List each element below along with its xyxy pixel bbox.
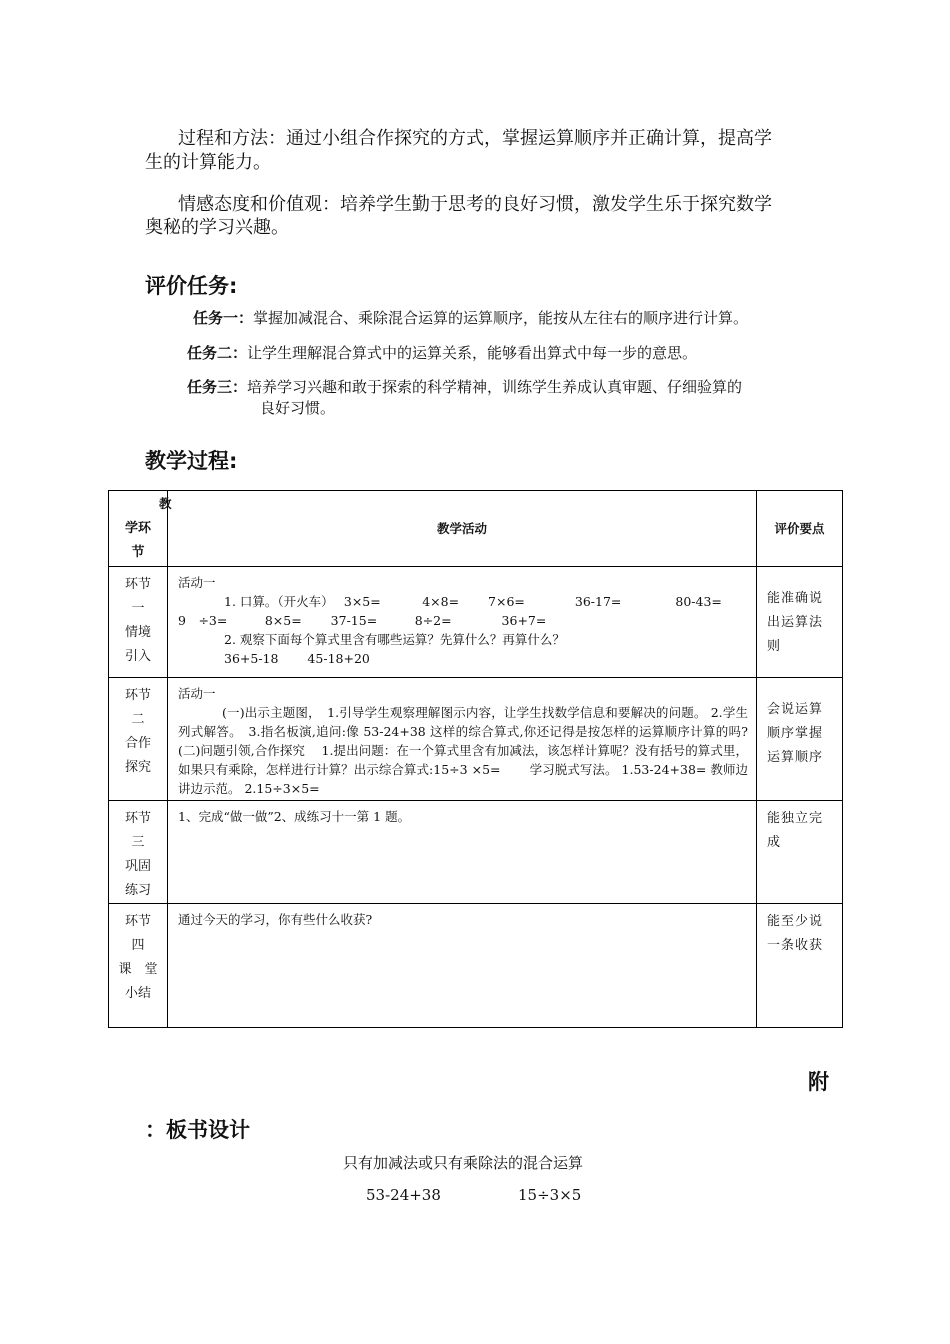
stage-cell [109, 801, 168, 904]
activity-cell [168, 567, 757, 678]
board-design-heading: ：板书设计 [145, 1118, 250, 1142]
task-two-text: 让学生理解混合算式中的运算关系，能够看出算式中每一步的意思。 [247, 344, 698, 362]
task-one-label: 任务一： [193, 309, 254, 327]
activity-title: 活动一 [178, 686, 216, 701]
header-stage-line2: 学环 [124, 521, 151, 536]
stage-line: 环节 [124, 914, 151, 929]
evaluation-heading: 评价任务: [145, 274, 238, 298]
activity-title: 活动一 [178, 575, 216, 590]
header-stage-line3: 节 [131, 545, 145, 560]
eval-cell: 会说运算顺序掌握运算顺序 [757, 678, 843, 801]
teaching-process-table [108, 490, 843, 1028]
header-activity: 教学活动 [168, 491, 757, 567]
stage-line: 练习 [124, 883, 151, 898]
process-method-line1: 过程和方法：通过小组合作探究的方式，掌握运算顺序并正确计算，提高学 [178, 128, 772, 149]
header-stage [109, 491, 172, 567]
header-stage-top: 教 [159, 496, 172, 511]
table-row [109, 678, 843, 801]
activity-text: (一)出示主题图， 1.引导学生观察理解图示内容，让学生找数学信息和要解决的问题。 2.学生列式解答。 3.指名板演,追问:像 53-24+38 这样的综合算式,你还记得是按怎样的运算顺序计算的吗?(二)问题引领,合作探究 1.提出问题：在一个算式里含有加减法，该怎样计算呢？没有括号的算式里，如果只有乘除，怎样进行计算？出示综合算式:15÷3 ×5= 学习脱式写法。 1.53-24+38= 教师边讲边示范。 2.15÷3×5= [178, 705, 748, 796]
task-two-label: 任务二： [187, 344, 248, 362]
activity-cell: 通过今天的学习，你有些什么收获? [168, 904, 757, 1028]
header-eval: 评价要点 [757, 491, 843, 567]
stage-line: 情境 [124, 625, 151, 640]
stage-line: 一 [131, 601, 145, 616]
stage-line: 四 [131, 938, 145, 953]
task-three [187, 377, 742, 398]
table-row [109, 801, 843, 904]
activity-cell [168, 678, 757, 801]
stage-line: 探究 [124, 760, 151, 775]
table-row [109, 904, 843, 1028]
stage-line: 二 [131, 712, 145, 727]
stage-line: 合作 [124, 736, 151, 751]
activity-line: 2. 观察下面每个算式里含有哪些运算？先算什么？再算什么？ [224, 632, 565, 647]
stage-line: 环节 [124, 577, 151, 592]
stage-cell [109, 678, 168, 801]
activity-cell: 1、完成“做一做”2、成练习十一第 1 题。 [168, 801, 757, 904]
stage-cell [109, 567, 168, 678]
stage-cell [109, 904, 168, 1028]
stage-line: 环节 [124, 688, 151, 703]
emotion-line1: 情感态度和价值观：培养学生勤于思考的良好习惯，激发学生乐于探究数学 [178, 194, 772, 215]
eval-cell: 能独立完成 [757, 801, 843, 904]
board-expression-2: 15÷3×5 [518, 1186, 582, 1204]
emotion-line2: 奥秘的学习兴趣。 [145, 217, 289, 238]
activity-line: 1. 口算。（开火车） 3×5= 4×8= 7×6= 36-17= 80-43= [224, 594, 722, 609]
stage-line: 环节 [124, 811, 151, 826]
stage-line: 引入 [124, 649, 151, 664]
stage-line: 小结 [124, 986, 151, 1001]
stage-line: 三 [131, 835, 145, 850]
process-heading: 教学过程: [145, 449, 238, 473]
task-one-text: 掌握加减混合、乘除混合运算的运算顺序，能按从左往右的顺序进行计算。 [253, 309, 749, 327]
table-header-row [109, 491, 843, 567]
stage-line: 课 堂 [118, 962, 158, 977]
activity-line: 36+5-18 45-18+20 [224, 651, 370, 666]
eval-cell: 能准确说出运算法则 [757, 567, 843, 678]
task-three-label: 任务三： [187, 378, 248, 396]
activity-line: 9 ÷3= 8×5= 37-15= 8÷2= 36+7= [178, 613, 547, 628]
task-three-text: 培养学习兴趣和敢于探索的科学精神，训练学生养成认真审题、仔细验算的 [247, 378, 743, 396]
board-title: 只有加减法或只有乘除法的混合运算 [343, 1154, 584, 1172]
task-two [187, 343, 697, 364]
task-one [193, 308, 748, 329]
stage-line: 巩固 [124, 859, 151, 874]
appendix-mark: 附 [808, 1070, 829, 1094]
process-method-line2: 生的计算能力。 [145, 152, 271, 173]
board-expression-1: 53-24+38 [366, 1186, 441, 1204]
task-three-cont: 良好习惯。 [260, 399, 336, 417]
eval-cell: 能至少说一条收获 [757, 904, 843, 1028]
table-row [109, 567, 843, 678]
